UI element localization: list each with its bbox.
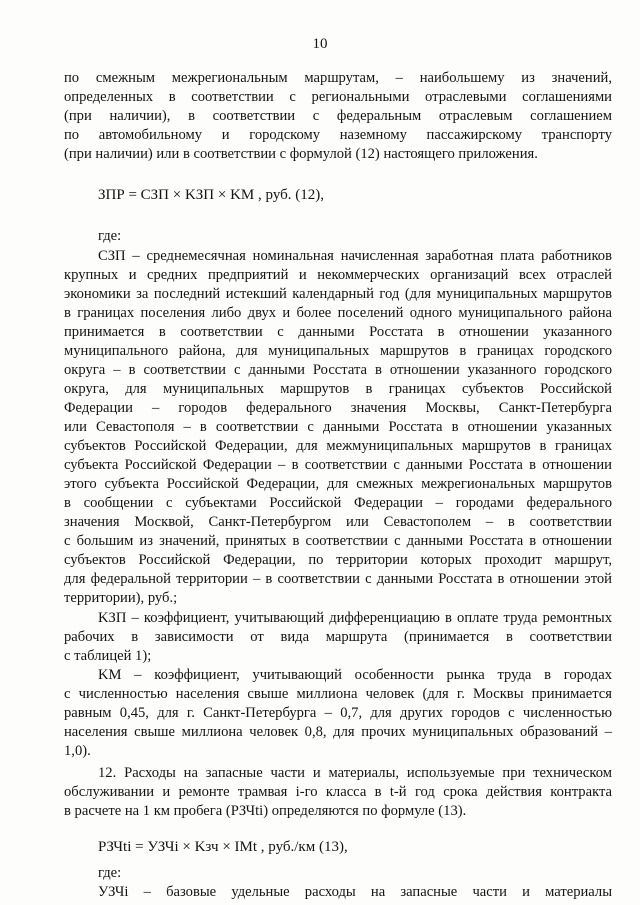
text-line: для федеральной территории – в соответствии с данными Росстата в отношении этой — [64, 571, 612, 587]
text-line: равным 0,45, для г. Санкт-Петербурга – 0,7, для других городов с численностью — [64, 705, 612, 721]
text-line: крупных и средних предприятий и некоммерческих организаций всех отраслей — [64, 267, 612, 283]
text-line: 1,0). — [64, 743, 91, 759]
text-line: (при наличии), в соответствии с федеральным отраслевым соглашением — [64, 108, 612, 124]
text-line: по смежным межрегиональным маршрутам, – наибольшему из значений, — [64, 70, 612, 86]
text-line: с численностью населения свыше миллиона человек (для г. Москвы принимается — [64, 686, 612, 702]
page-number: 10 — [312, 36, 328, 52]
text-line: субъектов Российской Федерации, для межмуниципальных маршрутов в границах — [64, 438, 612, 454]
text-line: экономики за последний истекший календарный год (для муниципальных маршрутов — [64, 286, 612, 302]
text-line: с таблицей 1); — [64, 648, 152, 664]
text-line: округа, для муниципальных маршрутов в границах субъектов Российской — [64, 381, 612, 397]
text-line: СЗП – среднемесячная номинальная начисленная заработная плата работников — [98, 248, 612, 264]
text-line: территории), руб.; — [64, 590, 178, 606]
text-line: в сообщении с субъектами Российской Федерации – городами федерального — [64, 495, 612, 511]
text-line: округа – в соответствии с данными Росстата в отношении указанного городского — [64, 362, 612, 378]
text-line: Федерации – городов федерального значения Москвы, Санкт-Петербурга — [64, 400, 612, 416]
where-label: где: — [98, 228, 122, 244]
text-line: KМ – коэффициент, учитывающий особенности рынка труда в городах — [98, 667, 612, 683]
text-line: населения свыше миллиона человек 0,8, для прочих муниципальных образований – — [64, 724, 612, 740]
text-line: в границах поселения либо двух и более поселений одного муниципального района — [64, 305, 612, 321]
text-line: муниципального района, для муниципальных маршрутов в границах городского — [64, 343, 612, 359]
text-line: определенных в соответствии с региональными отраслевыми соглашениями — [64, 89, 612, 105]
text-line: этого субъекта Российской Федерации, для смежных межрегиональных маршрутов — [64, 476, 612, 492]
text-line: или Севастополя – в соответствии с данными Росстата в отношении указанных — [64, 419, 612, 435]
text-line: обслуживании и ремонте трамвая i-го класса в t-й год срока действия контракта — [64, 784, 612, 800]
text-line: с большим из значений, принятых в соответствии с данными Росстата в отношении — [64, 533, 612, 549]
where-label: где: — [98, 865, 122, 881]
text-line: KЗП – коэффициент, учитывающий дифференциацию в оплате труда ремонтных — [98, 610, 612, 626]
text-line: субъекта Российской Федерации – в соответствии с данными Росстата в отношении — [64, 457, 612, 473]
text-line: значения Москвой, Санкт-Петербургом или Севастополем – в соответствии — [64, 514, 612, 530]
formula-13: PЗЧti = УЗЧi × Kзч × IMt , руб./км (13), — [98, 839, 348, 855]
text-line: 12. Расходы на запасные части и материалы, используемые при техническом — [98, 765, 612, 781]
text-line: по автомобильному и городскому наземному пассажирскому транспорту — [64, 127, 612, 143]
text-line: УЗЧi – базовые удельные расходы на запасные части и материалы — [98, 884, 612, 900]
text-line: в расчете на 1 км пробега (PЗЧti) определяются по формуле (13). — [64, 803, 467, 819]
formula-12: ЗПР = СЗП × KЗП × KМ , руб. (12), — [98, 187, 324, 203]
text-line: (при наличии) или в соответствии с формулой (12) настоящего приложения. — [64, 146, 538, 162]
text-line: принимается в соответствии с данными Росстата в отношении указанного — [64, 324, 612, 340]
text-line: рабочих в зависимости от вида маршрута (принимается в соответствии — [64, 629, 612, 645]
text-line: субъектов Российской Федерации, по территории которых проходит маршрут, — [64, 552, 612, 568]
